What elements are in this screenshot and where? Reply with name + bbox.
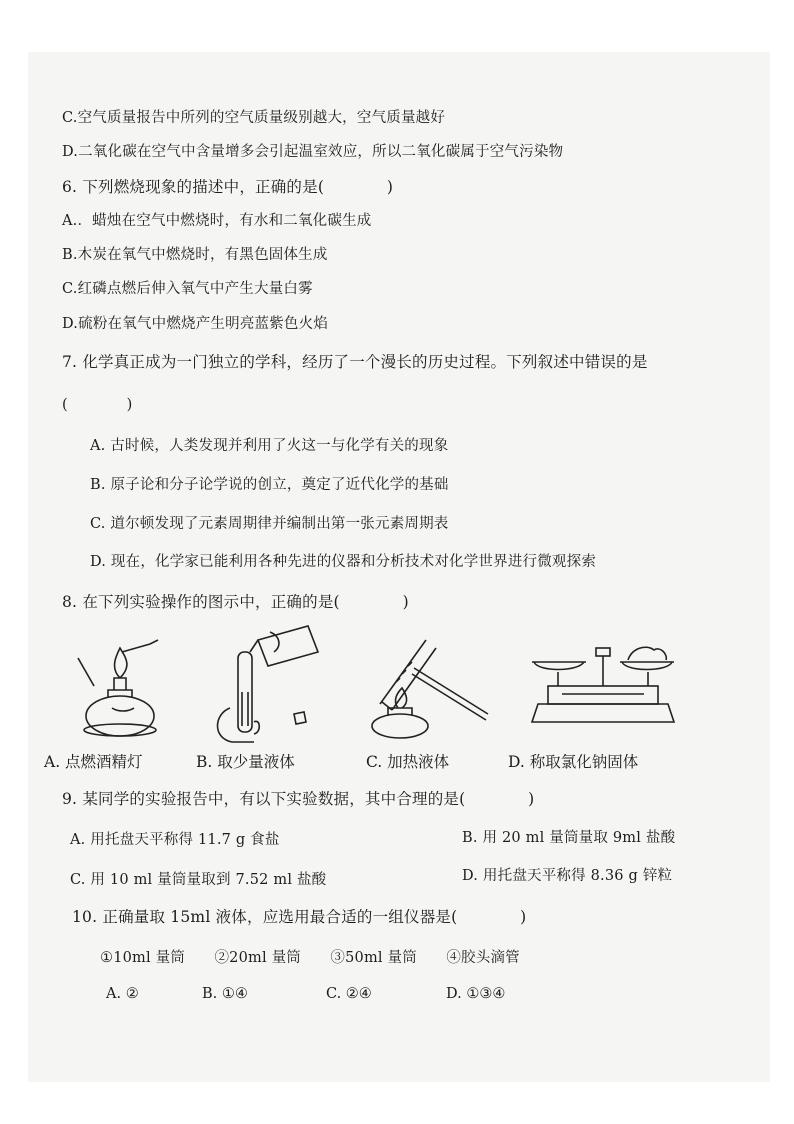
- q9-option-c: C. 用 10 ml 量筒量取到 7.52 ml 盐酸: [70, 872, 327, 888]
- q7-option-b: B. 原子论和分子论学说的创立，奠定了近代化学的基础: [90, 477, 449, 493]
- q7-option-d: D. 现在，化学家已能利用各种先进的仪器和分析技术对化学世界进行微观探索: [90, 554, 597, 570]
- figure-alcohol-lamp-lighting: [72, 638, 172, 743]
- q6-option-b: B.木炭在氧气中燃烧时，有黑色固体生成: [62, 247, 328, 263]
- q6-option-d: D.硫粉在氧气中燃烧产生明亮蓝紫色火焰: [62, 316, 329, 332]
- figure-pouring-liquid: [210, 622, 330, 747]
- q7-option-a: A. 古时候，人类发现并利用了火这一与化学有关的现象: [90, 438, 449, 454]
- q7-answer-paren: ( ): [62, 397, 133, 413]
- q10-option-a: A. ②: [106, 986, 139, 1002]
- q8-label-b: B. 取少量液体: [196, 753, 295, 771]
- q6-option-c: C.红磷点燃后伸入氧气中产生大量白雾: [62, 281, 313, 297]
- q8-figure-labels: [0, 750, 794, 772]
- q10-instrument-list: ①10ml 量筒 ②20ml 量筒 ③50ml 量筒 ④胶头滴管: [100, 950, 520, 966]
- figure-balance-weighing: [528, 640, 678, 740]
- question-6: 6. 下列燃烧现象的描述中，正确的是( ): [62, 178, 394, 196]
- q6-option-a: A.．蜡烛在空气中燃烧时，有水和二氧化碳生成: [62, 213, 372, 229]
- q8-label-d: D. 称取氯化钠固体: [508, 753, 639, 771]
- question-9: 9. 某同学的实验报告中，有以下实验数据，其中合理的是( ): [62, 790, 535, 808]
- figure-heating-liquid: [362, 632, 492, 742]
- q10-option-c: C. ②④: [326, 986, 372, 1002]
- q8-label-a: A. 点燃酒精灯: [44, 753, 143, 771]
- q9-option-a: A. 用托盘天平称得 11.7 g 食盐: [70, 832, 280, 848]
- q5-option-d: D.二氧化碳在空气中含量增多会引起温室效应，所以二氧化碳属于空气污染物: [62, 144, 564, 160]
- q9-option-b: B. 用 20 ml 量筒量取 9ml 盐酸: [462, 830, 676, 846]
- question-10: 10. 正确量取 15ml 液体，应选用最合适的一组仪器是( ): [72, 908, 527, 926]
- q8-label-c: C. 加热液体: [366, 753, 450, 771]
- question-8: 8. 在下列实验操作的图示中，正确的是( ): [62, 593, 409, 611]
- question-7: 7. 化学真正成为一门独立的学科，经历了一个漫长的历史过程。下列叙述中错误的是: [62, 353, 648, 371]
- q10-option-b: B. ①④: [202, 986, 248, 1002]
- q5-option-c: C.空气质量报告中所列的空气质量级别越大，空气质量越好: [62, 110, 446, 126]
- q10-option-d: D. ①③④: [446, 986, 506, 1002]
- q9-option-d: D. 用托盘天平称得 8.36 g 锌粒: [462, 868, 673, 884]
- q7-option-c: C. 道尔顿发现了元素周期律并编制出第一张元素周期表: [90, 516, 449, 532]
